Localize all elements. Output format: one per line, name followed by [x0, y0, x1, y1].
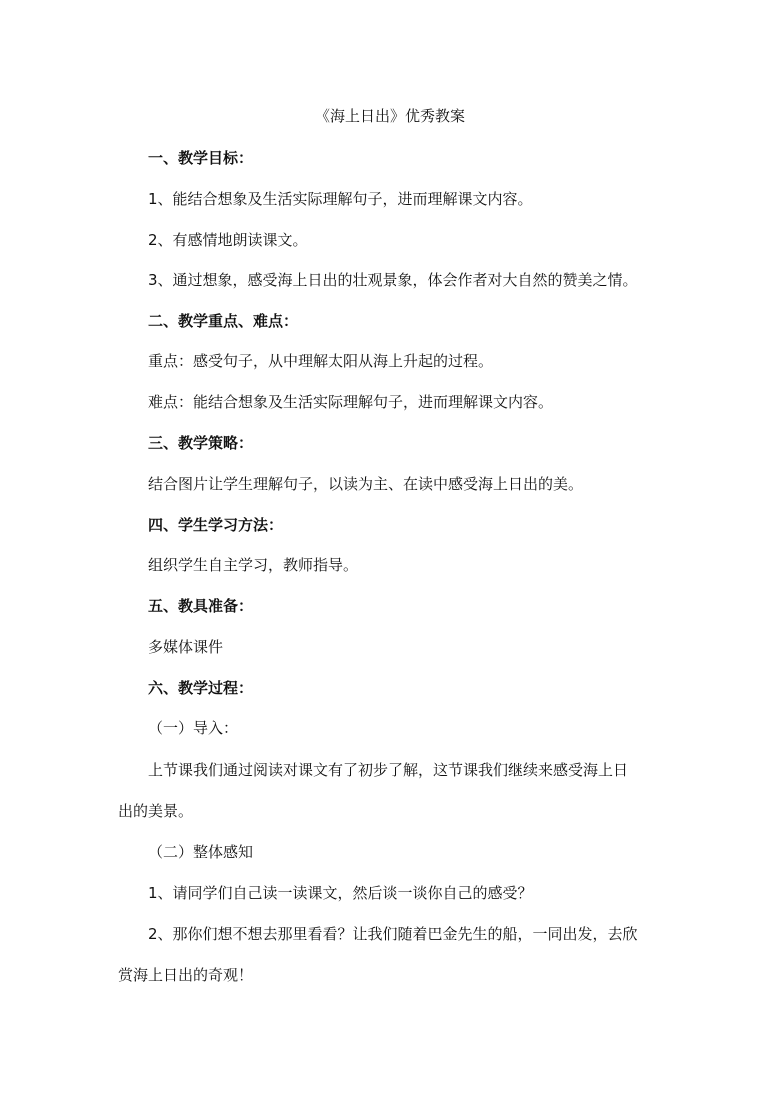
- objective-item-2: 2、有感情地朗读课文。: [148, 231, 308, 249]
- section-heading-learning-methods: 四、学生学习方法：: [148, 516, 284, 534]
- objective-item-3: 3、通过想象，感受海上日出的壮观景象，体会作者对大自然的赞美之情。: [148, 271, 638, 289]
- section-heading-teaching-aids: 五、教具准备：: [148, 597, 254, 615]
- perception-item-1: 1、请同学们自己读一读课文，然后谈一谈你自己的感受？: [148, 884, 533, 902]
- section-heading-key-difficult-points: 二、教学重点、难点：: [148, 312, 299, 330]
- document-title: 《海上日出》优秀教案: [314, 107, 465, 125]
- subsection-heading-introduction: （一）导入：: [148, 719, 239, 737]
- perception-item-2-line-2: 赏海上日出的奇观！: [118, 966, 254, 984]
- subsection-heading-overall-perception: （二）整体感知: [148, 843, 254, 861]
- perception-item-2-line-1: 2、那你们想不想去那里看看？让我们随着巴金先生的船，一同出发，去欣: [148, 925, 638, 943]
- section-heading-teaching-strategy: 三、教学策略：: [148, 434, 254, 452]
- key-point-text: 重点：感受句子，从中理解太阳从海上升起的过程。: [148, 352, 494, 370]
- learning-methods-text: 组织学生自主学习，教师指导。: [148, 556, 359, 574]
- section-heading-teaching-process: 六、教学过程：: [148, 679, 254, 697]
- difficult-point-text: 难点：能结合想象及生活实际理解句子，进而理解课文内容。: [148, 393, 554, 411]
- teaching-aids-text: 多媒体课件: [148, 638, 224, 656]
- teaching-strategy-text: 结合图片让学生理解句子，以读为主、在读中感受海上日出的美。: [148, 475, 584, 493]
- introduction-text-line-1: 上节课我们通过阅读对课文有了初步了解，这节课我们继续来感受海上日: [148, 761, 629, 779]
- section-heading-teaching-objectives: 一、教学目标：: [148, 149, 254, 167]
- objective-item-1: 1、能结合想象及生活实际理解句子，进而理解课文内容。: [148, 190, 533, 208]
- introduction-text-line-2: 出的美景。: [118, 802, 194, 820]
